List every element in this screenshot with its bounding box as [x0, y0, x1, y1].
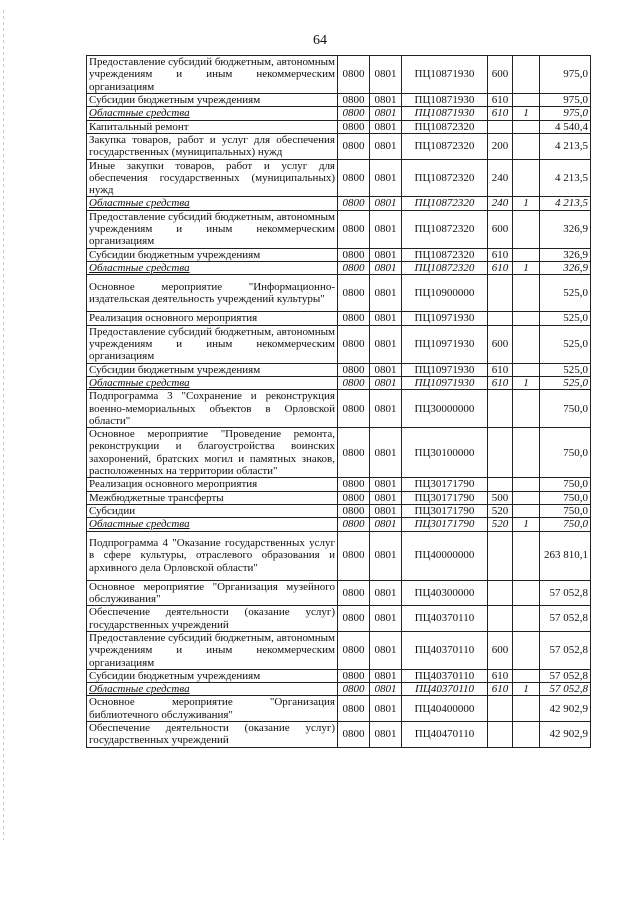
- row-expense-type: [488, 312, 513, 325]
- row-funding-source: [513, 120, 540, 133]
- row-target-article: ПЦ10871930: [402, 107, 488, 120]
- row-amount: 750,0: [540, 478, 591, 491]
- row-target-article: ПЦ10871930: [402, 56, 488, 94]
- row-amount: 57 052,8: [540, 669, 591, 682]
- table-row: [87, 580, 591, 606]
- row-section-code: 0800: [338, 363, 370, 376]
- row-section-code: 0800: [338, 107, 370, 120]
- row-target-article: ПЦ10872320: [402, 120, 488, 133]
- scan-left-edge: [3, 10, 4, 840]
- row-name: Субсидии бюджетным учреждениям: [87, 363, 338, 376]
- row-funding-source: 1: [513, 197, 540, 210]
- row-expense-type: [488, 696, 513, 722]
- row-section-code: 0800: [338, 491, 370, 504]
- row-target-article: ПЦ10872320: [402, 133, 488, 159]
- row-amount: 525,0: [540, 363, 591, 376]
- row-section-code: 0800: [338, 197, 370, 210]
- table-row: [87, 631, 591, 669]
- table-row: [87, 325, 591, 363]
- row-subsection-code: 0801: [370, 696, 402, 722]
- table-row: [87, 93, 591, 106]
- row-expense-type: 600: [488, 631, 513, 669]
- row-subsection-code: 0801: [370, 325, 402, 363]
- row-subsection-code: 0801: [370, 312, 402, 325]
- row-funding-source: [513, 275, 540, 312]
- row-funding-source: [513, 428, 540, 478]
- row-name: Основное мероприятие "Информационно-издательская деятельность учреждений культуры": [87, 275, 338, 312]
- row-subsection-code: 0801: [370, 390, 402, 428]
- row-funding-source: [513, 631, 540, 669]
- row-funding-source: [513, 390, 540, 428]
- row-section-code: 0800: [338, 606, 370, 632]
- row-name: Субсидии бюджетным учреждениям: [87, 248, 338, 261]
- row-amount: 326,9: [540, 210, 591, 248]
- row-funding-source: [513, 491, 540, 504]
- row-amount: 4 213,5: [540, 133, 591, 159]
- page-number: 64: [313, 33, 327, 48]
- row-amount: 975,0: [540, 93, 591, 106]
- row-subsection-code: 0801: [370, 262, 402, 275]
- table-row: [87, 248, 591, 261]
- row-expense-type: [488, 120, 513, 133]
- row-funding-source: 1: [513, 376, 540, 389]
- budget-table: [86, 55, 591, 748]
- row-section-code: 0800: [338, 275, 370, 312]
- row-section-code: 0800: [338, 312, 370, 325]
- row-section-code: 0800: [338, 722, 370, 748]
- row-amount: 4 213,5: [540, 159, 591, 197]
- row-target-article: ПЦ10971930: [402, 312, 488, 325]
- row-name: Предоставление субсидий бюджетным, автономным учреждениям и иным некоммерческим организациям: [87, 631, 338, 669]
- row-amount: 4 213,5: [540, 197, 591, 210]
- row-section-code: 0800: [338, 580, 370, 606]
- row-amount: 57 052,8: [540, 683, 591, 696]
- row-subsection-code: 0801: [370, 531, 402, 580]
- row-subsection-code: 0801: [370, 631, 402, 669]
- row-expense-type: [488, 580, 513, 606]
- row-funding-source: [513, 159, 540, 197]
- row-name: Обеспечение деятельности (оказание услуг) государственных учреждений: [87, 722, 338, 748]
- table-row: [87, 210, 591, 248]
- row-target-article: ПЦ30100000: [402, 428, 488, 478]
- row-expense-type: 610: [488, 669, 513, 682]
- row-amount: 42 902,9: [540, 696, 591, 722]
- row-amount: 57 052,8: [540, 606, 591, 632]
- row-target-article: ПЦ40300000: [402, 580, 488, 606]
- row-expense-type: 500: [488, 491, 513, 504]
- row-amount: 4 540,4: [540, 120, 591, 133]
- row-subsection-code: 0801: [370, 518, 402, 531]
- row-expense-type: 600: [488, 210, 513, 248]
- row-amount: 57 052,8: [540, 631, 591, 669]
- row-expense-type: [488, 275, 513, 312]
- row-section-code: 0800: [338, 390, 370, 428]
- row-funding-source: [513, 56, 540, 94]
- row-expense-type: [488, 428, 513, 478]
- row-name: Основное мероприятие "Проведение ремонта, реконструкции и благоустройства воинских захоронений, братских могил и памятных знаков, расположенных на территории области": [87, 428, 338, 478]
- row-funding-source: 1: [513, 107, 540, 120]
- row-expense-type: 610: [488, 93, 513, 106]
- row-expense-type: [488, 478, 513, 491]
- row-section-code: 0800: [338, 325, 370, 363]
- row-name: Областные средства: [87, 262, 338, 275]
- table-row: [87, 390, 591, 428]
- row-amount: 750,0: [540, 505, 591, 518]
- row-name: Областные средства: [87, 518, 338, 531]
- table-row: [87, 722, 591, 748]
- table-row: [87, 505, 591, 518]
- row-name: Областные средства: [87, 197, 338, 210]
- table-row: [87, 669, 591, 682]
- row-expense-type: 610: [488, 683, 513, 696]
- row-funding-source: 1: [513, 262, 540, 275]
- row-funding-source: [513, 606, 540, 632]
- row-funding-source: [513, 133, 540, 159]
- row-section-code: 0800: [338, 631, 370, 669]
- row-funding-source: [513, 505, 540, 518]
- row-subsection-code: 0801: [370, 606, 402, 632]
- row-section-code: 0800: [338, 505, 370, 518]
- row-section-code: 0800: [338, 120, 370, 133]
- table-row: [87, 683, 591, 696]
- row-target-article: ПЦ10872320: [402, 159, 488, 197]
- row-funding-source: [513, 478, 540, 491]
- row-subsection-code: 0801: [370, 197, 402, 210]
- row-expense-type: 610: [488, 107, 513, 120]
- row-amount: 750,0: [540, 491, 591, 504]
- row-name: Областные средства: [87, 683, 338, 696]
- row-subsection-code: 0801: [370, 248, 402, 261]
- table-row: [87, 312, 591, 325]
- row-subsection-code: 0801: [370, 478, 402, 491]
- row-amount: 525,0: [540, 275, 591, 312]
- row-target-article: ПЦ40470110: [402, 722, 488, 748]
- row-funding-source: [513, 325, 540, 363]
- row-subsection-code: 0801: [370, 210, 402, 248]
- row-amount: 525,0: [540, 312, 591, 325]
- row-funding-source: [513, 210, 540, 248]
- row-amount: 326,9: [540, 262, 591, 275]
- row-subsection-code: 0801: [370, 491, 402, 504]
- row-name: Основное мероприятие "Организация музейного обслуживания": [87, 580, 338, 606]
- row-name: Предоставление субсидий бюджетным, автономным учреждениям и иным некоммерческим организациям: [87, 56, 338, 94]
- row-funding-source: 1: [513, 683, 540, 696]
- row-target-article: ПЦ40370110: [402, 669, 488, 682]
- table-row: [87, 275, 591, 312]
- table-row: [87, 531, 591, 580]
- table-row: [87, 120, 591, 133]
- row-name: Субсидии бюджетным учреждениям: [87, 669, 338, 682]
- row-name: Областные средства: [87, 107, 338, 120]
- row-amount: 750,0: [540, 518, 591, 531]
- table-row: [87, 107, 591, 120]
- row-name: Межбюджетные трансферты: [87, 491, 338, 504]
- row-target-article: ПЦ10872320: [402, 197, 488, 210]
- table-row: [87, 478, 591, 491]
- row-name: Субсидии: [87, 505, 338, 518]
- row-section-code: 0800: [338, 669, 370, 682]
- table-row: [87, 491, 591, 504]
- row-section-code: 0800: [338, 683, 370, 696]
- row-subsection-code: 0801: [370, 93, 402, 106]
- row-expense-type: [488, 722, 513, 748]
- row-expense-type: 240: [488, 159, 513, 197]
- row-expense-type: 520: [488, 505, 513, 518]
- row-amount: 263 810,1: [540, 531, 591, 580]
- row-subsection-code: 0801: [370, 56, 402, 94]
- row-target-article: ПЦ40370110: [402, 606, 488, 632]
- row-target-article: ПЦ40370110: [402, 631, 488, 669]
- row-name: Подпрограмма 4 "Оказание государственных услуг в сфере культуры, отраслевого образования и архивного дела Орловской области": [87, 531, 338, 580]
- row-subsection-code: 0801: [370, 505, 402, 518]
- row-target-article: ПЦ10900000: [402, 275, 488, 312]
- row-funding-source: [513, 248, 540, 261]
- row-funding-source: 1: [513, 518, 540, 531]
- row-name: Предоставление субсидий бюджетным, автономным учреждениям и иным некоммерческим организациям: [87, 210, 338, 248]
- row-section-code: 0800: [338, 376, 370, 389]
- row-name: Иные закупки товаров, работ и услуг для обеспечения государственных (муниципальных) нужд: [87, 159, 338, 197]
- table-row: [87, 133, 591, 159]
- row-section-code: 0800: [338, 478, 370, 491]
- row-name: Подпрограмма 3 "Сохранение и реконструкция военно-мемориальных объектов в Орловской области": [87, 390, 338, 428]
- table-row: [87, 606, 591, 632]
- row-subsection-code: 0801: [370, 376, 402, 389]
- row-subsection-code: 0801: [370, 159, 402, 197]
- row-funding-source: [513, 363, 540, 376]
- row-expense-type: [488, 606, 513, 632]
- table-row: [87, 197, 591, 210]
- row-target-article: ПЦ10872320: [402, 262, 488, 275]
- row-name: Субсидии бюджетным учреждениям: [87, 93, 338, 106]
- row-subsection-code: 0801: [370, 120, 402, 133]
- row-target-article: ПЦ10872320: [402, 210, 488, 248]
- row-expense-type: 520: [488, 518, 513, 531]
- row-section-code: 0800: [338, 159, 370, 197]
- row-funding-source: [513, 312, 540, 325]
- row-subsection-code: 0801: [370, 428, 402, 478]
- row-section-code: 0800: [338, 696, 370, 722]
- row-section-code: 0800: [338, 518, 370, 531]
- row-expense-type: [488, 390, 513, 428]
- row-target-article: ПЦ30000000: [402, 390, 488, 428]
- table-row: [87, 376, 591, 389]
- row-funding-source: [513, 93, 540, 106]
- table-row: [87, 363, 591, 376]
- table-row: [87, 56, 591, 94]
- row-subsection-code: 0801: [370, 580, 402, 606]
- table-body: [87, 56, 591, 748]
- row-section-code: 0800: [338, 248, 370, 261]
- row-section-code: 0800: [338, 56, 370, 94]
- table-row: [87, 696, 591, 722]
- row-amount: 326,9: [540, 248, 591, 261]
- row-subsection-code: 0801: [370, 683, 402, 696]
- table-row: [87, 159, 591, 197]
- row-amount: 525,0: [540, 376, 591, 389]
- row-target-article: ПЦ40000000: [402, 531, 488, 580]
- row-funding-source: [513, 580, 540, 606]
- row-target-article: ПЦ10872320: [402, 248, 488, 261]
- row-expense-type: 240: [488, 197, 513, 210]
- row-subsection-code: 0801: [370, 363, 402, 376]
- row-section-code: 0800: [338, 93, 370, 106]
- row-expense-type: 200: [488, 133, 513, 159]
- row-section-code: 0800: [338, 531, 370, 580]
- row-subsection-code: 0801: [370, 722, 402, 748]
- row-section-code: 0800: [338, 428, 370, 478]
- row-target-article: ПЦ10971930: [402, 363, 488, 376]
- row-target-article: ПЦ30171790: [402, 491, 488, 504]
- row-amount: 42 902,9: [540, 722, 591, 748]
- row-name: Областные средства: [87, 376, 338, 389]
- row-target-article: ПЦ30171790: [402, 505, 488, 518]
- row-name: Обеспечение деятельности (оказание услуг) государственных учреждений: [87, 606, 338, 632]
- row-expense-type: 600: [488, 56, 513, 94]
- row-expense-type: 610: [488, 376, 513, 389]
- row-expense-type: 600: [488, 325, 513, 363]
- row-subsection-code: 0801: [370, 133, 402, 159]
- row-amount: 750,0: [540, 390, 591, 428]
- row-expense-type: 610: [488, 248, 513, 261]
- row-amount: 57 052,8: [540, 580, 591, 606]
- row-target-article: ПЦ30171790: [402, 478, 488, 491]
- row-funding-source: [513, 722, 540, 748]
- row-name: Реализация основного мероприятия: [87, 312, 338, 325]
- row-expense-type: 610: [488, 363, 513, 376]
- row-target-article: ПЦ10971930: [402, 325, 488, 363]
- row-funding-source: [513, 531, 540, 580]
- row-name: Основное мероприятие "Организация библиотечного обслуживания": [87, 696, 338, 722]
- row-funding-source: [513, 696, 540, 722]
- row-target-article: ПЦ10871930: [402, 93, 488, 106]
- row-name: Предоставление субсидий бюджетным, автономным учреждениям и иным некоммерческим организациям: [87, 325, 338, 363]
- row-funding-source: [513, 669, 540, 682]
- row-amount: 975,0: [540, 107, 591, 120]
- row-amount: 525,0: [540, 325, 591, 363]
- row-target-article: ПЦ10971930: [402, 376, 488, 389]
- table-row: [87, 518, 591, 531]
- table-row: [87, 262, 591, 275]
- row-subsection-code: 0801: [370, 107, 402, 120]
- row-subsection-code: 0801: [370, 669, 402, 682]
- row-amount: 975,0: [540, 56, 591, 94]
- row-expense-type: [488, 531, 513, 580]
- row-section-code: 0800: [338, 262, 370, 275]
- row-target-article: ПЦ40370110: [402, 683, 488, 696]
- row-amount: 750,0: [540, 428, 591, 478]
- row-name: Реализация основного мероприятия: [87, 478, 338, 491]
- row-subsection-code: 0801: [370, 275, 402, 312]
- row-section-code: 0800: [338, 210, 370, 248]
- row-expense-type: 610: [488, 262, 513, 275]
- table-row: [87, 428, 591, 478]
- row-target-article: ПЦ30171790: [402, 518, 488, 531]
- row-target-article: ПЦ40400000: [402, 696, 488, 722]
- row-name: Капитальный ремонт: [87, 120, 338, 133]
- row-name: Закупка товаров, работ и услуг для обеспечения государственных (муниципальных) нужд: [87, 133, 338, 159]
- row-section-code: 0800: [338, 133, 370, 159]
